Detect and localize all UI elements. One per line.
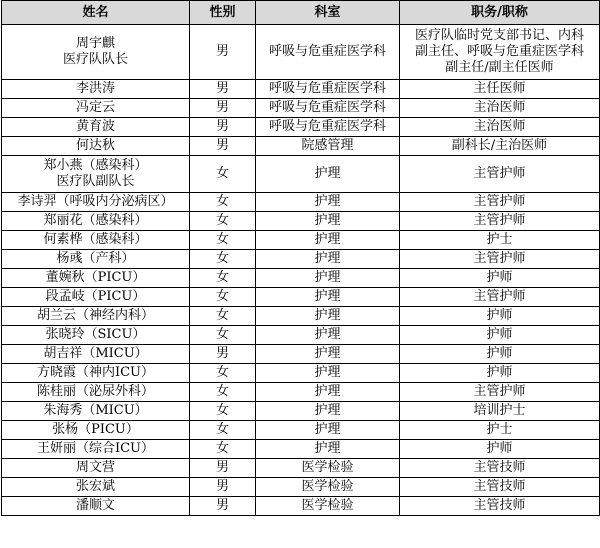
- cell-title: [400, 212, 600, 231]
- table-row: [2, 269, 600, 288]
- cell-name-line: 何达秋: [75, 138, 115, 153]
- cell-name: [2, 231, 190, 250]
- cell-gender: 女: [190, 326, 256, 345]
- cell-gender: 男: [190, 118, 256, 137]
- cell-title: [400, 80, 600, 99]
- cell-gender: 女: [190, 383, 256, 402]
- cell-department: 医学检验: [256, 478, 400, 497]
- table-body: [2, 25, 600, 516]
- cell-gender: 男: [190, 459, 256, 478]
- cell-department: 护理: [256, 364, 400, 383]
- cell-name-line: 医疗队队长: [62, 52, 128, 67]
- header-name: 姓名: [2, 1, 190, 25]
- table-row: [2, 137, 600, 156]
- cell-title: [400, 25, 600, 80]
- cell-title-line: 医疗队临时党支部书记、内科: [414, 28, 584, 43]
- cell-department: 护理: [256, 212, 400, 231]
- cell-title-line: 主治医师: [473, 100, 526, 115]
- staff-table: [1, 0, 600, 516]
- cell-title-line: 护士: [486, 232, 513, 247]
- cell-name-line: 方晓霞（神内ICU）: [36, 365, 155, 380]
- cell-name: [2, 440, 190, 459]
- cell-gender: 男: [190, 25, 256, 80]
- cell-department: 护理: [256, 250, 400, 269]
- cell-name-line: 郑丽花（感染科）: [43, 213, 148, 228]
- cell-gender: 男: [190, 137, 256, 156]
- cell-title-line: 主管护师: [473, 384, 526, 399]
- cell-department: 护理: [256, 440, 400, 459]
- table-row: [2, 478, 600, 497]
- cell-title-line: 主管技师: [473, 498, 526, 513]
- cell-title: [400, 269, 600, 288]
- header-gender: 性别: [190, 1, 256, 25]
- cell-gender: 男: [190, 99, 256, 118]
- cell-name: [2, 288, 190, 307]
- cell-gender: 女: [190, 288, 256, 307]
- header-row: [2, 1, 600, 25]
- cell-title: [400, 307, 600, 326]
- cell-name: [2, 421, 190, 440]
- table-row: [2, 99, 600, 118]
- cell-name: [2, 364, 190, 383]
- cell-title: [400, 421, 600, 440]
- cell-gender: 女: [190, 269, 256, 288]
- table-row: [2, 497, 600, 516]
- cell-department: 院感管理: [256, 137, 400, 156]
- cell-name: [2, 307, 190, 326]
- cell-name-line: 周宇麒: [75, 36, 115, 51]
- cell-department: 护理: [256, 269, 400, 288]
- cell-gender: 女: [190, 156, 256, 193]
- cell-name-line: 王妍丽（综合ICU）: [36, 441, 155, 456]
- cell-title-line: 主任医师: [473, 81, 526, 96]
- cell-department: 呼吸与危重症医学科: [256, 25, 400, 80]
- cell-department: 护理: [256, 345, 400, 364]
- table-row: [2, 440, 600, 459]
- table-row: [2, 307, 600, 326]
- cell-title: [400, 137, 600, 156]
- cell-name-line: 朱海秀（MICU）: [43, 403, 148, 418]
- cell-name: [2, 80, 190, 99]
- cell-name: [2, 137, 190, 156]
- cell-department: 呼吸与危重症医学科: [256, 118, 400, 137]
- cell-department: 护理: [256, 288, 400, 307]
- cell-name: [2, 250, 190, 269]
- cell-title-line: 护师: [486, 441, 513, 456]
- cell-gender: 女: [190, 440, 256, 459]
- cell-name-line: 冯定云: [75, 100, 115, 115]
- table-row: [2, 402, 600, 421]
- cell-title: [400, 193, 600, 212]
- table-row: [2, 364, 600, 383]
- cell-title: [400, 459, 600, 478]
- cell-name-line: 陈桂丽（泌尿外科）: [36, 384, 154, 399]
- cell-name: [2, 25, 190, 80]
- cell-name: [2, 193, 190, 212]
- cell-title-line: 护师: [486, 346, 513, 361]
- cell-gender: 女: [190, 402, 256, 421]
- cell-gender: 男: [190, 478, 256, 497]
- header-title: 职务/职称: [400, 1, 600, 25]
- cell-name: [2, 269, 190, 288]
- cell-name-line: 段孟岐（PICU）: [45, 289, 146, 304]
- cell-title-line: 护师: [486, 308, 513, 323]
- cell-title: [400, 497, 600, 516]
- cell-name-line: 胡兰云（神经内科）: [36, 308, 154, 323]
- cell-title: [400, 156, 600, 193]
- table-row: [2, 193, 600, 212]
- cell-name-line: 医疗队副队长: [56, 174, 135, 189]
- cell-department: 护理: [256, 231, 400, 250]
- header-department: 科室: [256, 1, 400, 25]
- cell-name: [2, 345, 190, 364]
- table-row: [2, 212, 600, 231]
- table-row: [2, 250, 600, 269]
- cell-gender: 女: [190, 421, 256, 440]
- cell-name: [2, 402, 190, 421]
- table-row: [2, 345, 600, 364]
- cell-department: 护理: [256, 193, 400, 212]
- cell-title: [400, 250, 600, 269]
- table-row: [2, 288, 600, 307]
- cell-title: [400, 440, 600, 459]
- cell-name-line: 张晓玲（SICU）: [45, 327, 146, 342]
- cell-title-line: 主管技师: [473, 460, 526, 475]
- cell-title-line: 护师: [486, 270, 513, 285]
- cell-name-line: 胡吉祥（MICU）: [43, 346, 148, 361]
- cell-title: [400, 326, 600, 345]
- table-row: [2, 326, 600, 345]
- cell-name-line: 张宏斌: [75, 479, 115, 494]
- cell-department: 呼吸与危重症医学科: [256, 80, 400, 99]
- cell-title: [400, 345, 600, 364]
- cell-name-line: 黄育波: [75, 119, 115, 134]
- cell-gender: 男: [190, 345, 256, 364]
- cell-title: [400, 231, 600, 250]
- table-row: [2, 118, 600, 137]
- cell-name: [2, 99, 190, 118]
- table-row: [2, 383, 600, 402]
- cell-name-line: 李诗羿（呼吸内分泌病区）: [17, 194, 174, 209]
- cell-name: [2, 478, 190, 497]
- cell-name: [2, 459, 190, 478]
- cell-title-line: 护士: [486, 422, 513, 437]
- cell-name-line: 周文营: [75, 460, 115, 475]
- cell-name-line: 何素桦（感染科）: [43, 232, 148, 247]
- cell-gender: 女: [190, 212, 256, 231]
- cell-gender: 女: [190, 307, 256, 326]
- cell-title-line: 主治医师: [473, 119, 526, 134]
- cell-title-line: 主管技师: [473, 479, 526, 494]
- cell-department: 医学检验: [256, 459, 400, 478]
- cell-title: [400, 99, 600, 118]
- cell-name: [2, 326, 190, 345]
- cell-title: [400, 288, 600, 307]
- cell-title-line: 培训护士: [473, 403, 526, 418]
- cell-title: [400, 478, 600, 497]
- cell-department: 护理: [256, 383, 400, 402]
- cell-department: 护理: [256, 402, 400, 421]
- cell-name-line: 张杨（PICU）: [52, 422, 139, 437]
- cell-title-line: 护师: [486, 327, 513, 342]
- cell-department: 医学检验: [256, 497, 400, 516]
- table-row: [2, 156, 600, 193]
- cell-title-line: 副科长/主治医师: [451, 138, 548, 153]
- cell-title-line: 主管护师: [473, 166, 526, 181]
- cell-title-line: 主管护师: [473, 251, 526, 266]
- cell-gender: 女: [190, 193, 256, 212]
- cell-title-line: 主管护师: [473, 194, 526, 209]
- cell-name: [2, 118, 190, 137]
- cell-title-line: 副主任/副主任医师: [445, 60, 554, 75]
- cell-gender: 女: [190, 250, 256, 269]
- cell-name-line: 郑小燕（感染科）: [43, 158, 148, 173]
- cell-title-line: 护师: [486, 365, 513, 380]
- cell-title: [400, 364, 600, 383]
- cell-department: 护理: [256, 156, 400, 193]
- cell-name: [2, 383, 190, 402]
- cell-name-line: 杨彧（产科）: [56, 251, 135, 266]
- cell-gender: 女: [190, 231, 256, 250]
- cell-department: 护理: [256, 326, 400, 345]
- cell-name: [2, 497, 190, 516]
- table-row: [2, 231, 600, 250]
- cell-department: 护理: [256, 421, 400, 440]
- cell-name-line: 潘顺文: [75, 498, 115, 513]
- cell-gender: 女: [190, 364, 256, 383]
- table-row: [2, 459, 600, 478]
- cell-title: [400, 383, 600, 402]
- cell-name-line: 董婉秋（PICU）: [45, 270, 146, 285]
- cell-name: [2, 212, 190, 231]
- cell-title: [400, 402, 600, 421]
- cell-gender: 男: [190, 497, 256, 516]
- table-row: [2, 80, 600, 99]
- table-row: [2, 421, 600, 440]
- cell-title-line: 主管护师: [473, 213, 526, 228]
- table-row: [2, 25, 600, 80]
- cell-title-line: 副主任、呼吸与危重症医学科: [414, 44, 584, 59]
- cell-title: [400, 118, 600, 137]
- cell-title-line: 主管护师: [473, 289, 526, 304]
- cell-name-line: 李洪涛: [75, 81, 115, 96]
- cell-name: [2, 156, 190, 193]
- cell-department: 护理: [256, 307, 400, 326]
- cell-gender: 男: [190, 80, 256, 99]
- cell-department: 呼吸与危重症医学科: [256, 99, 400, 118]
